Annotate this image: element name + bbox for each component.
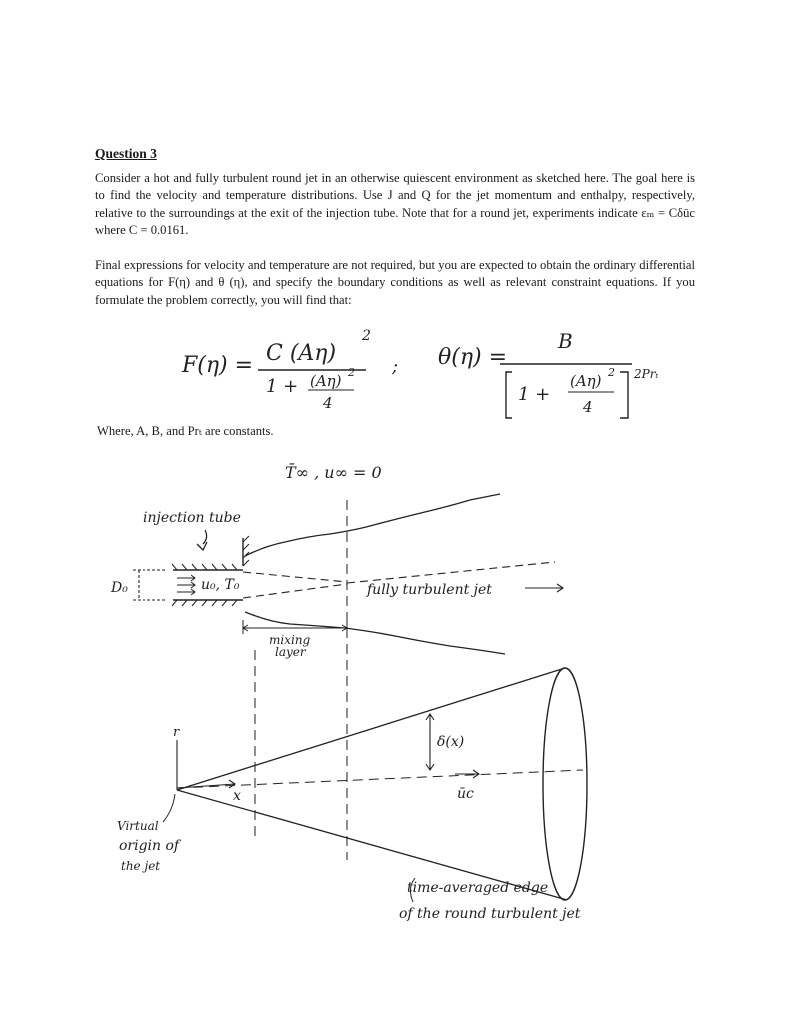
theta-power: 2Prₜ	[634, 367, 659, 381]
virtual-origin-label-1: Virtual	[117, 819, 159, 833]
question-heading: Question 3	[95, 146, 157, 161]
theta-denominator-frac-den: 4	[583, 398, 593, 416]
theta-denominator-frac-exp: 2	[608, 366, 615, 379]
edge-label-2: of the round turbulent jet	[399, 906, 581, 922]
f-denominator-frac-exp: 2	[348, 366, 355, 379]
edge-label-1: time-averaged edge	[407, 880, 549, 896]
x-axis-label: x	[233, 788, 241, 804]
mixing-layer-top	[243, 572, 347, 582]
virtual-origin-label-2: origin of	[119, 838, 180, 854]
cone-top-edge	[177, 668, 565, 790]
handwritten-equations	[170, 320, 710, 430]
injection-tube-label: injection tube	[143, 510, 241, 526]
theta-left-bracket	[506, 372, 512, 418]
centerline-arrow	[455, 770, 479, 778]
jet-sketch	[85, 450, 645, 940]
width-marker	[426, 714, 434, 770]
cone-end-ellipse	[543, 668, 587, 900]
f-denominator-one: 1 +	[266, 376, 299, 397]
virtual-origin-pointer	[163, 794, 175, 822]
f-numerator: C (Aη)	[266, 341, 337, 366]
diameter-marker	[133, 570, 167, 600]
theta-denominator-frac-num: (Aη)	[570, 372, 602, 390]
theta-right-bracket	[620, 372, 628, 418]
cone-axis	[177, 770, 583, 788]
inlet-flow-arrows	[177, 575, 195, 595]
fully-turbulent-arrow	[525, 584, 563, 592]
instructions: Final expressions for velocity and temperature are not required, but you are expected to obtain the ordinary differential equations for F(η) and θ (η), and specify the boundary conditions as well as relevant constraint equations. If you formulate the problem correctly, you will find that:	[95, 258, 695, 307]
theta-numerator: B	[558, 329, 573, 353]
wall-hatching	[243, 536, 249, 566]
f-denominator-frac-num: (Aη)	[310, 372, 342, 390]
fully-turbulent-label: fully turbulent jet	[367, 582, 492, 598]
virtual-origin-label-3: the jet	[121, 859, 161, 873]
theta-lhs: θ(η) =	[438, 345, 508, 370]
mixing-layer-label-1: mixing	[269, 633, 311, 647]
mixing-layer-bottom	[243, 584, 347, 598]
centerline-label: ūc	[457, 786, 474, 802]
injection-tube-arrow	[197, 530, 207, 550]
upper-jet-edge	[245, 494, 500, 556]
problem-statement: Consider a hot and fully turbulent round jet in an otherwise quiescent environment as sketched here. The goal here is to find the velocity and temperature distributions. Use J and Q for the jet momentum and enthalpy, respectively, relative to the surroundings at the exit of the injection tube. Note that for a round jet, experiments indicate εₘ = Cδūc where C = 0.0161.	[95, 171, 695, 237]
width-label: δ(x)	[437, 734, 465, 750]
mixing-layer-label-2: layer	[275, 645, 306, 659]
f-lhs: F(η) =	[182, 353, 254, 378]
f-denominator-frac-den: 4	[323, 394, 333, 412]
theta-denominator-one: 1 +	[518, 384, 551, 405]
constants-note: Where, A, B, and Prₜ are constants.	[97, 424, 274, 438]
f-numerator-exponent: 2	[362, 328, 371, 344]
inlet-label: u₀, T₀	[201, 577, 240, 593]
diameter-label: D₀	[111, 580, 128, 596]
equation-separator: ;	[392, 356, 399, 377]
ambient-label: T̄∞ , u∞ = 0	[285, 463, 382, 482]
r-axis-label: r	[173, 725, 180, 740]
jet-centerline-upper	[347, 562, 555, 583]
